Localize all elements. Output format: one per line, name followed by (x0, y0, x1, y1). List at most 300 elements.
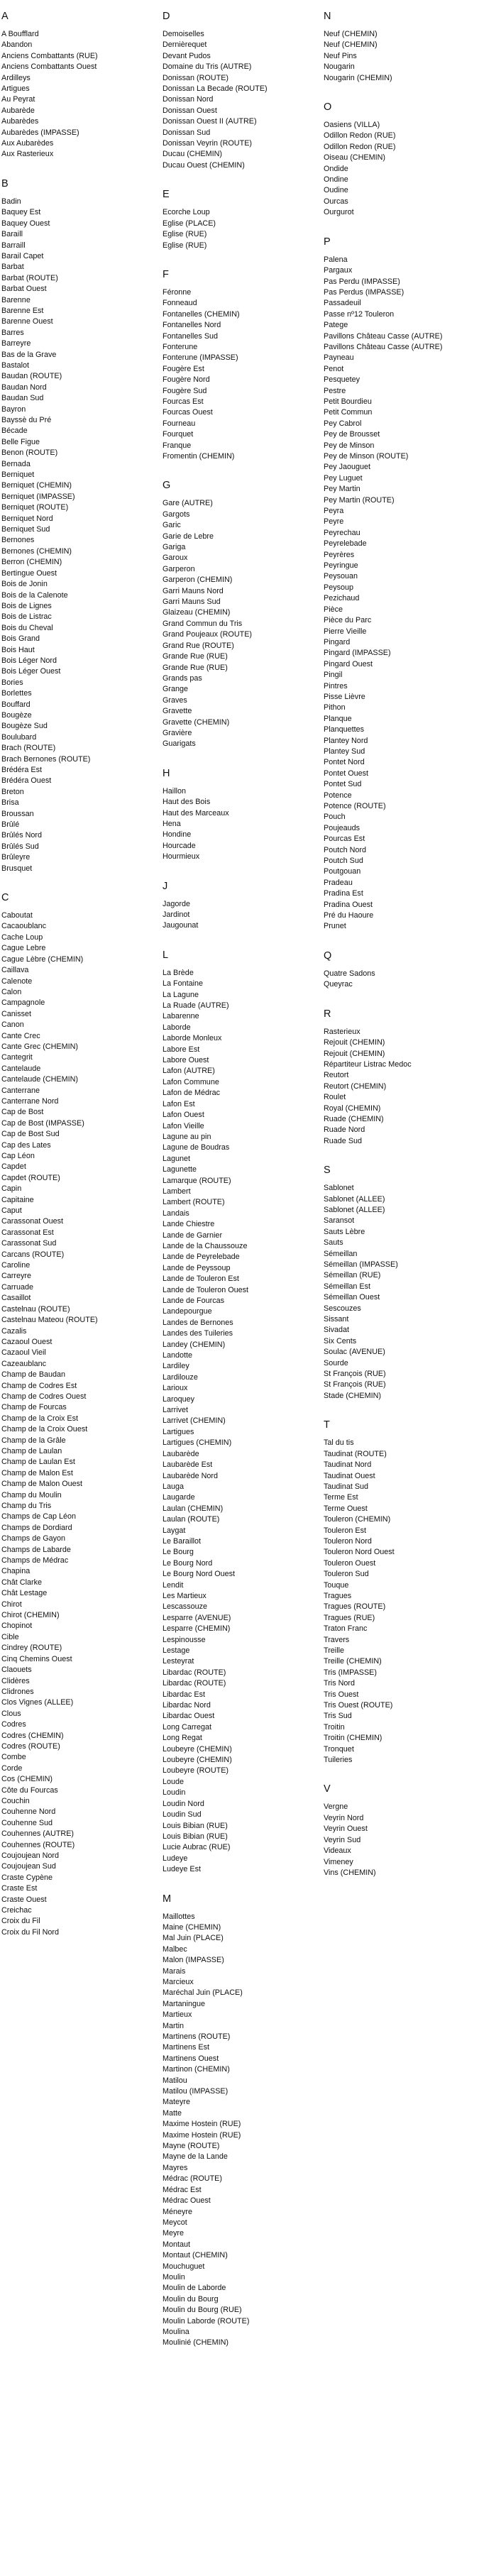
street-name: Loudin Sud (163, 1810, 202, 1820)
street-name: Champs de Labarde (1, 1545, 71, 1554)
street-name: Sémeillan Est (324, 1282, 371, 1291)
street-name: Tris Ouest (ROUTE) (324, 1701, 393, 1710)
letter-heading: F (163, 268, 169, 280)
street-name: Couhennes (ROUTE) (1, 1840, 75, 1849)
street-name: Pradina Ouest (324, 900, 373, 909)
letter-heading: E (163, 189, 170, 201)
street-name: Lande de Peyrelebade (163, 1253, 240, 1262)
street-name: Oudine (324, 186, 348, 195)
street-name: Martinens Ouest (163, 2054, 219, 2063)
street-name: Carassonat Est (1, 1228, 54, 1237)
street-name: Craste Cypène (1, 1873, 53, 1882)
street-name: Cazalis (1, 1326, 27, 1336)
street-name: Capdet (1, 1162, 26, 1172)
street-name: Planque (324, 714, 352, 723)
street-name: Calenote (1, 976, 33, 986)
street-name: Oasiens (VILLA) (324, 121, 380, 130)
street-name: Garic (163, 521, 181, 530)
street-name: Champs de Gayon (1, 1534, 66, 1543)
street-name: Codres (1, 1720, 26, 1729)
street-name: Bois de Lignes (1, 601, 52, 610)
street-name: Loudin (163, 1788, 186, 1798)
street-name: Sissant (324, 1315, 349, 1324)
street-name: Carassonat Ouest (1, 1217, 64, 1226)
street-name: Pontet Sud (324, 780, 362, 789)
street-name: Caput (1, 1206, 22, 1216)
street-name: Claouets (1, 1666, 32, 1675)
street-name: Brisa (1, 798, 19, 808)
street-name: Champ de la Croix Est (1, 1414, 79, 1423)
street-name: Baudan Sud (1, 394, 44, 403)
street-name: Grange (163, 685, 189, 694)
letter-section (324, 950, 479, 991)
letter-heading: R (324, 1008, 331, 1020)
street-name: Bécade (1, 426, 28, 436)
street-name: Donissan Ouest (163, 106, 217, 115)
street-name: Sauts (324, 1238, 343, 1248)
street-name: Lande de Touleron Ouest (163, 1285, 249, 1294)
letter-heading: O (324, 101, 332, 114)
letter-heading: T (324, 1419, 330, 1431)
street-name: Aux Aubarèdes (1, 139, 54, 148)
street-name: Barenne Ouest (1, 317, 53, 326)
street-name: Lestage (163, 1646, 190, 1655)
street-name: Capitaine (1, 1195, 34, 1204)
street-name: Lande de Peyssoup (163, 1263, 231, 1272)
street-name: Lesparre (CHEMIN) (163, 1624, 231, 1634)
street-name: Calon (1, 987, 22, 996)
street-name: Guarigats (163, 739, 196, 749)
street-name: Gargots (163, 510, 190, 519)
street-name: Donissan (ROUTE) (163, 73, 229, 82)
street-name: Labore Est (163, 1045, 200, 1054)
street-name: Lespinousse (163, 1635, 206, 1644)
street-name: Fontanelles (CHEMIN) (163, 309, 240, 319)
street-name: Cantelaude (CHEMIN) (1, 1075, 79, 1084)
street-name: Donissan La Becade (ROUTE) (163, 84, 268, 94)
street-name: Moulina (163, 2327, 189, 2336)
street-name: Mateyre (163, 2098, 191, 2107)
street-name: Peyrechau (324, 528, 360, 537)
street-name: Méneyre (163, 2207, 193, 2216)
street-name: Barenne (1, 295, 31, 304)
letter-section (1, 10, 158, 160)
street-name: Brûleyre (1, 853, 31, 862)
street-name: Moulin du Bourg (163, 2294, 219, 2303)
street-name: Moulin (163, 2272, 185, 2281)
street-name: Terme Est (324, 1493, 358, 1502)
street-name: Libardac (ROUTE) (163, 1679, 226, 1688)
street-name: Touleron Ouest (324, 1558, 376, 1568)
street-name: Lambert (ROUTE) (163, 1198, 225, 1207)
street-name: Rejouit (CHEMIN) (324, 1049, 385, 1058)
street-name: Barbat Ouest (1, 285, 47, 294)
street-name: Neuf (CHEMIN) (324, 30, 378, 38)
street-name: Taudinat Nord (324, 1460, 372, 1470)
street-name: Veyrin Nord (324, 1813, 364, 1822)
street-name: Landes des Tuileries (163, 1329, 233, 1338)
street-name: Palena (324, 255, 348, 264)
street-name: Passadeuil (324, 299, 361, 308)
street-name: Poujeauds (324, 823, 360, 832)
street-name: Maréchal Juin (PLACE) (163, 1988, 243, 1998)
street-list (324, 1183, 479, 1402)
street-name: Codres (CHEMIN) (1, 1731, 64, 1740)
street-name: Fougère Nord (163, 375, 210, 385)
street-name: Anciens Combattants Ouest (1, 62, 97, 72)
street-name: Devant Pudos (163, 51, 211, 60)
street-name: Martinens Est (163, 2043, 210, 2052)
letter-heading: S (324, 1165, 331, 1177)
street-name: Lagunette (163, 1165, 197, 1174)
street-name: Pavillons Château Casse (AUTRE) (324, 331, 443, 341)
street-name: Poutch Nord (324, 845, 367, 854)
street-name: Garie de Lebre (163, 532, 214, 541)
street-name: Planquettes (324, 725, 365, 734)
street-name: Codres (ROUTE) (1, 1741, 60, 1751)
street-name: Malbec (163, 1944, 187, 1954)
street-name: Martinens (ROUTE) (163, 2032, 231, 2041)
street-name: Tal du tis (324, 1438, 354, 1448)
street-name: Penot (324, 364, 344, 373)
street-name: Champ de Fourcas (1, 1403, 67, 1412)
street-name: Pey Jaouguet (324, 463, 371, 472)
letter-section (324, 1783, 479, 1878)
street-name: Badin (1, 197, 21, 206)
street-name: Demoiselles (163, 30, 204, 38)
street-name: Berniquet Nord (1, 514, 53, 523)
street-name: Grand Commun du Tris (163, 619, 243, 628)
street-name: Patege (324, 321, 348, 330)
street-name: Pièce (324, 605, 343, 614)
street-name: Grand Poujeaux (ROUTE) (163, 630, 253, 639)
letter-heading: H (163, 767, 170, 779)
street-name: Loubeyre (CHEMIN) (163, 1744, 232, 1754)
letter-section (324, 101, 479, 219)
street-name: Long Carregat (163, 1722, 212, 1732)
street-name: Chirot (1, 1600, 22, 1609)
street-name: Cante Crec (1, 1031, 40, 1040)
street-name: Peysouan (324, 572, 358, 581)
street-name: Pré du Haoure (324, 911, 374, 920)
street-name: Baraill (1, 230, 23, 239)
street-name: Canon (1, 1020, 24, 1030)
street-name: Brédéra Ouest (1, 776, 52, 786)
street-name: Cante Grec (CHEMIN) (1, 1042, 78, 1051)
street-name: Baquey Ouest (1, 219, 50, 228)
street-name: Bois Léger Nord (1, 656, 57, 665)
street-name: Bougèze (1, 710, 32, 720)
street-name: Bayron (1, 404, 26, 414)
letter-section (163, 767, 319, 863)
street-name: Treille (CHEMIN) (324, 1657, 382, 1666)
street-name: Craste Est (1, 1884, 38, 1893)
street-name: Pesquetey (324, 375, 360, 385)
street-name: Casaillot (1, 1294, 31, 1303)
street-name: Champ de la Croix Ouest (1, 1425, 88, 1434)
letter-section (163, 1893, 319, 2349)
street-name: Touleron (CHEMIN) (324, 1515, 391, 1524)
street-name: Lambert (163, 1187, 191, 1196)
street-name: Caboutat (1, 911, 33, 920)
street-name: Eglise (RUE) (163, 241, 207, 250)
street-name: Caillava (1, 966, 29, 975)
street-name: Meyre (163, 2229, 184, 2238)
street-name: Garperon (163, 564, 195, 573)
street-name: Maxime Hostein (RUE) (163, 2130, 241, 2140)
street-name: Lafon de Médrac (163, 1089, 221, 1098)
street-name: Carassonat Sud (1, 1239, 57, 1248)
street-name: Clidères (1, 1676, 30, 1685)
street-name: St François (RUE) (324, 1370, 386, 1379)
street-name: Tragues (324, 1591, 352, 1600)
street-name: Pingard Ouest (324, 659, 373, 668)
letter-section (1, 177, 158, 874)
street-name: Prunet (324, 922, 346, 931)
street-name: Ourcas (324, 197, 348, 206)
street-name: Veyrin Ouest (324, 1824, 368, 1834)
street-name: Brach (ROUTE) (1, 744, 56, 753)
street-name: Labore Ouest (163, 1056, 209, 1065)
street-name: Baudan (ROUTE) (1, 372, 62, 381)
street-name: Donissan Ouest II (AUTRE) (163, 117, 257, 126)
street-name: Bas de la Grave (1, 350, 57, 359)
street-list (324, 1027, 479, 1147)
street-name: Côte du Fourcas (1, 1785, 58, 1795)
street-name: Baquey Est (1, 208, 41, 217)
street-name: Lande de Garnier (163, 1231, 223, 1240)
street-name: Domaine du Tris (AUTRE) (163, 62, 252, 72)
street-name: Martin (163, 2021, 184, 2030)
street-list (324, 255, 479, 932)
street-name: Sablonet (324, 1184, 354, 1193)
street-name: Touleron Sud (324, 1570, 369, 1579)
street-name: Croix du Fil (1, 1917, 40, 1926)
street-name: Vimeney (324, 1857, 353, 1866)
street-name: Jaugounat (163, 921, 199, 930)
street-name: Laugarde (163, 1493, 195, 1502)
street-name: Jagorde (163, 899, 191, 908)
letter-section (324, 10, 479, 84)
street-name: Baudan Nord (1, 382, 47, 392)
street-name: Lartigues (163, 1427, 194, 1436)
street-name: Larioux (163, 1384, 188, 1393)
street-name: Couhenne Nord (1, 1807, 56, 1817)
street-name: Champ de Codres Ouest (1, 1392, 87, 1401)
street-list (163, 786, 319, 863)
street-name: Brûlés Nord (1, 831, 43, 840)
street-name: Sourde (324, 1358, 348, 1367)
street-name: Pontet Nord (324, 758, 365, 767)
street-name: Chât Clarke (1, 1578, 43, 1587)
street-name: Sémeillan Ouest (324, 1293, 380, 1302)
street-name: Peyringue (324, 561, 358, 571)
street-name: Donissan Veyrin (ROUTE) (163, 139, 252, 148)
street-name: Grande Rue (RUE) (163, 652, 228, 661)
street-name: Cinq Chemins Ouest (1, 1654, 72, 1663)
street-name: Lesparre (AVENUE) (163, 1613, 231, 1622)
street-name: Champ de Malon Ouest (1, 1480, 83, 1489)
street-name: Loubeyre (ROUTE) (163, 1766, 229, 1776)
street-name: Hena (163, 819, 181, 828)
street-name: Libardac Est (163, 1690, 206, 1699)
street-name: Lagune au pin (163, 1132, 211, 1141)
street-name: Campagnole (1, 998, 45, 1008)
street-name: La Ruade (AUTRE) (163, 1001, 229, 1011)
street-name: Taudinat Sud (324, 1482, 369, 1491)
street-name: Sescouzes (324, 1304, 361, 1313)
street-name: Berniquet Sud (1, 525, 50, 534)
street-name: Roulet (324, 1093, 346, 1102)
street-name: Landais (163, 1209, 189, 1218)
street-name: Martieux (163, 2010, 192, 2020)
street-name: Pezichaud (324, 594, 360, 603)
street-list (324, 120, 479, 219)
street-name: Marais (163, 1966, 186, 1976)
street-name: Barbat (ROUTE) (1, 273, 58, 282)
street-list (324, 969, 479, 991)
street-name: Lesteyrat (163, 1657, 194, 1666)
street-name: Bouffard (1, 700, 31, 709)
street-name: Haut des Bois (163, 798, 211, 807)
street-name: Barbat (1, 263, 24, 272)
street-name: Brûlé (1, 820, 20, 830)
street-name: Coujoujean Sud (1, 1862, 56, 1871)
street-name: Lande de Fourcas (163, 1297, 225, 1305)
street-name: Carruade (1, 1282, 34, 1292)
street-name: Peysoup (324, 583, 354, 592)
street-name: Touleron Nord Ouest (324, 1548, 395, 1557)
street-list (163, 899, 319, 932)
street-name: Clous (1, 1709, 21, 1718)
street-name: Matilou (163, 2076, 187, 2085)
street-name: Fougère Sud (163, 386, 207, 395)
street-name: Cague Lèbre (CHEMIN) (1, 954, 84, 964)
letter-section (163, 949, 319, 1876)
street-name: Tris Ouest (324, 1690, 359, 1699)
street-name: Broussan (1, 809, 34, 818)
street-name: Meycot (163, 2218, 187, 2227)
street-name: Combe (1, 1753, 26, 1762)
street-name: Sauts Lèbre (324, 1227, 365, 1236)
street-name: Grande Rue (RUE) (163, 663, 228, 672)
street-name: Lauga (163, 1482, 185, 1491)
street-name: Médrac (ROUTE) (163, 2174, 222, 2184)
street-name: Eglise (RUE) (163, 230, 207, 239)
street-name: Pey Martin (324, 485, 360, 494)
street-name: Troitin (CHEMIN) (324, 1734, 382, 1743)
street-name: Lande de Touleron Est (163, 1275, 239, 1284)
street-name: Cos (CHEMIN) (1, 1775, 53, 1784)
street-list (324, 1438, 479, 1766)
street-name: Cache Loup (1, 932, 43, 942)
street-name: Larrivet (163, 1406, 189, 1415)
street-name: Champ du Tris (1, 1502, 52, 1510)
street-name: Pey Luguet (324, 473, 363, 483)
street-name: Soulac (AVENUE) (324, 1348, 385, 1357)
street-name: Au Peyrat (1, 95, 35, 104)
street-name: Pavillons Château Casse (AUTRE) (324, 342, 443, 351)
street-name: Champ de Laulan (1, 1446, 62, 1455)
street-name: Stade (CHEMIN) (324, 1391, 381, 1400)
street-name: Gravette (CHEMIN) (163, 717, 230, 727)
street-name: Bois du Cheval (1, 623, 53, 632)
street-name: Landepourgue (163, 1307, 212, 1316)
street-name: Lande Chiestre (163, 1220, 215, 1229)
street-list (163, 287, 319, 463)
street-name: Cantegrit (1, 1053, 33, 1062)
street-name: Chopinot (1, 1622, 33, 1631)
street-name: Berniquet (IMPASSE) (1, 492, 75, 501)
street-name: Gravière (163, 728, 192, 737)
street-name: Sablonet (ALLEE) (324, 1194, 385, 1204)
street-name: Lagune de Boudras (163, 1143, 230, 1152)
street-name: Tronquet (324, 1744, 354, 1754)
street-name: Champs de Médrac (1, 1556, 69, 1565)
street-name: Louis Bibian (RUE) (163, 1821, 228, 1830)
street-name: Pourcas Est (324, 835, 365, 844)
street-name: Capdet (ROUTE) (1, 1173, 60, 1182)
street-name: Féronne (163, 287, 192, 297)
street-name: Bois de Listrac (1, 612, 52, 622)
street-name: Brach Bernones (ROUTE) (1, 754, 91, 764)
street-name: Champ de Malon Est (1, 1468, 73, 1477)
letter-heading: A (1, 11, 9, 22)
street-name: Cazeaublanc (1, 1359, 47, 1368)
street-name: Peyre (324, 517, 344, 527)
street-name: Peyra (324, 507, 344, 516)
street-name: Sémeillan (324, 1249, 358, 1258)
street-name: Ruade (CHEMIN) (324, 1114, 384, 1123)
street-name: Ludeye Est (163, 1865, 202, 1874)
street-name: Malon (IMPASSE) (163, 1956, 224, 1965)
street-name: Chirot (CHEMIN) (1, 1611, 60, 1620)
street-name: Pestre (324, 386, 346, 395)
street-name: Pisse Lièvre (324, 692, 365, 701)
street-name: Cindrey (ROUTE) (1, 1644, 62, 1653)
street-name: Laulan (ROUTE) (163, 1515, 220, 1524)
index-column-2 (163, 10, 319, 2349)
street-list (1, 910, 158, 1938)
street-name: Brédéra Est (1, 766, 43, 774)
street-name: Barenne Est (1, 306, 44, 315)
street-name: Cague Lebre (1, 944, 46, 953)
street-name: Gariga (163, 543, 186, 552)
street-name: Cantelaude (1, 1064, 41, 1073)
street-name: Castelnau (ROUTE) (1, 1304, 70, 1314)
street-name: Mayne (ROUTE) (163, 2142, 220, 2151)
street-name: Laubarède Est (163, 1460, 213, 1470)
street-name: Fourcas Est (163, 397, 204, 406)
street-name: Lafon Ouest (163, 1111, 204, 1120)
street-name: Vins (CHEMIN) (324, 1868, 376, 1877)
street-list (1, 197, 158, 874)
street-name: Plantey Nord (324, 736, 368, 745)
street-name: Pradina Est (324, 889, 363, 898)
street-name: Bastalot (1, 360, 30, 370)
street-name: Garoux (163, 554, 188, 563)
street-name: Six Cents (324, 1336, 357, 1345)
street-list (163, 207, 319, 251)
street-name: Terme Ouest (324, 1504, 368, 1513)
street-list (163, 968, 319, 1876)
street-name: Laulan (CHEMIN) (163, 1504, 224, 1513)
street-name: Loude (163, 1777, 185, 1786)
street-name: Petit Bourdieu (324, 397, 372, 406)
street-name: Brûlés Sud (1, 842, 39, 851)
street-name: Berniquet (1, 470, 35, 480)
street-name: Bories (1, 678, 23, 687)
